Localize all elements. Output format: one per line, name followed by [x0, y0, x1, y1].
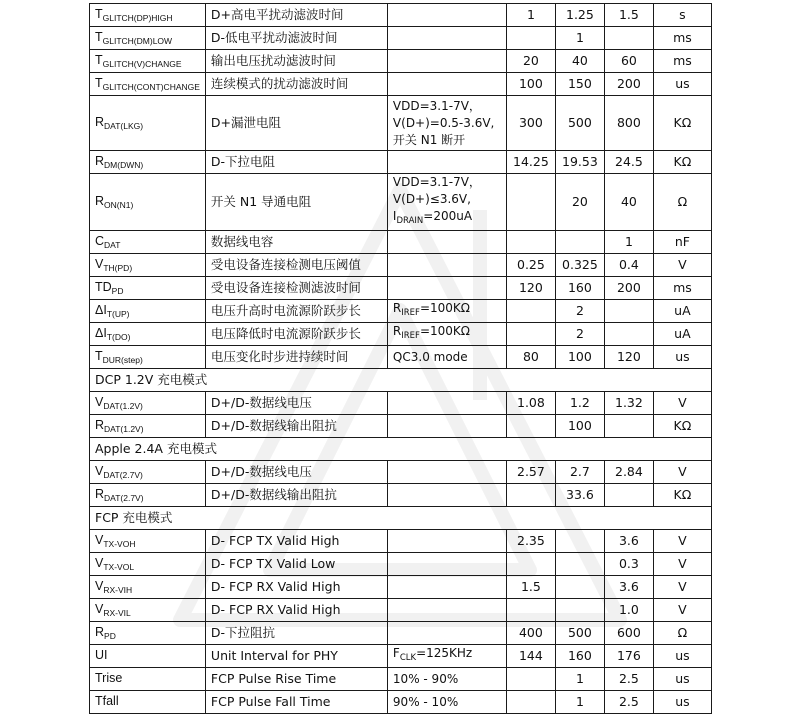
typ-value — [555, 530, 604, 553]
symbol-main: R — [95, 193, 105, 208]
max-value: 200 — [604, 73, 653, 96]
max-value: 2.5 — [604, 668, 653, 691]
test-conditions — [387, 668, 506, 691]
param-symbol — [90, 231, 206, 254]
typ-value: 40 — [555, 50, 604, 73]
max-value: 800 — [604, 96, 653, 151]
electrical-characteristics-table — [89, 3, 712, 714]
min-value: 144 — [506, 645, 555, 668]
min-value: 20 — [506, 50, 555, 73]
table-row — [90, 691, 712, 714]
test-conditions — [387, 484, 506, 507]
condition-text: 90% - 10% — [392, 694, 459, 709]
condition-text: =100KΩ — [419, 301, 470, 315]
condition-subscript: IREF — [401, 308, 420, 318]
param-symbol — [90, 346, 206, 369]
symbol-subscript: DAT(1.2V) — [104, 423, 144, 434]
max-value: 3.6 — [604, 576, 653, 599]
typ-value: 33.6 — [555, 484, 604, 507]
condition-text: =125KHz — [416, 646, 473, 660]
condition-line — [393, 174, 501, 191]
min-value: 2.35 — [506, 530, 555, 553]
unit: KΩ — [653, 484, 711, 507]
min-value — [506, 323, 555, 346]
table-row — [90, 622, 712, 645]
symbol-subscript: GLITCH(DM)LOW — [102, 35, 173, 46]
typ-value: 150 — [555, 73, 604, 96]
symbol-main: V — [95, 532, 104, 547]
param-description: D- FCP TX Valid High — [205, 530, 387, 553]
symbol-subscript: TX-VOH — [103, 538, 136, 549]
typ-value: 0.325 — [555, 254, 604, 277]
table-row — [90, 484, 712, 507]
condition-text: V(D+)=0.5-3.6V, — [392, 115, 495, 130]
section-title: FCP 充电模式 — [90, 507, 712, 530]
param-symbol — [90, 73, 206, 96]
test-conditions — [387, 231, 506, 254]
condition-text: QC3.0 mode — [392, 349, 468, 364]
symbol-subscript: RX-VIH — [103, 584, 133, 595]
param-symbol — [90, 174, 206, 231]
min-value: 2.57 — [506, 461, 555, 484]
min-value: 14.25 — [506, 151, 555, 174]
section-title: Apple 2.4A 充电模式 — [90, 438, 712, 461]
typ-value: 20 — [555, 174, 604, 231]
typ-value: 2 — [555, 323, 604, 346]
min-value — [506, 668, 555, 691]
unit: KΩ — [653, 151, 711, 174]
typ-value: 1 — [555, 668, 604, 691]
min-value: 1 — [506, 4, 555, 27]
typ-value: 100 — [555, 346, 604, 369]
param-description: D-低电平扰动滤波时间 — [205, 27, 387, 50]
symbol-main: T — [95, 6, 103, 21]
param-symbol — [90, 530, 206, 553]
param-symbol — [90, 415, 206, 438]
max-value: 2.5 — [604, 691, 653, 714]
condition-line — [393, 323, 501, 345]
table-row — [90, 174, 712, 231]
condition-symbol: F — [392, 646, 400, 660]
symbol-subscript: DAT(LKG) — [104, 120, 144, 131]
min-value — [506, 300, 555, 323]
condition-text: 开关 N1 断开 — [392, 132, 466, 147]
symbol-subscript: DAT — [104, 239, 121, 250]
table-row — [90, 151, 712, 174]
section-header-row — [90, 507, 712, 530]
table-row — [90, 254, 712, 277]
param-description: Unit Interval for PHY — [205, 645, 387, 668]
param-description: D+漏泄电阻 — [205, 96, 387, 151]
table-row — [90, 599, 712, 622]
max-value: 0.3 — [604, 553, 653, 576]
test-conditions — [387, 73, 506, 96]
min-value — [506, 599, 555, 622]
table-row — [90, 415, 712, 438]
max-value — [604, 484, 653, 507]
section-header-row — [90, 438, 712, 461]
symbol-subscript: T(DO) — [106, 331, 131, 342]
table-row — [90, 576, 712, 599]
symbol-main: ΔI — [95, 325, 107, 340]
test-conditions — [387, 461, 506, 484]
param-description: 输出电压扰动滤波时间 — [205, 50, 387, 73]
table-row — [90, 96, 712, 151]
test-conditions — [387, 392, 506, 415]
symbol-subscript: ON(N1) — [104, 199, 134, 210]
typ-value — [555, 576, 604, 599]
param-symbol — [90, 96, 206, 151]
condition-symbol: I — [392, 209, 397, 223]
typ-value: 2 — [555, 300, 604, 323]
max-value — [604, 323, 653, 346]
condition-line — [393, 671, 501, 688]
param-symbol — [90, 645, 206, 668]
unit: Ω — [653, 622, 711, 645]
min-value: 0.25 — [506, 254, 555, 277]
unit: us — [653, 73, 711, 96]
condition-symbol: R — [392, 324, 402, 338]
unit: ms — [653, 27, 711, 50]
max-value: 1 — [604, 231, 653, 254]
condition-text: VDD=3.1-7V， — [392, 175, 481, 189]
param-description: D+/D-数据线输出阻抗 — [205, 415, 387, 438]
unit: us — [653, 691, 711, 714]
unit: V — [653, 461, 711, 484]
test-conditions — [387, 415, 506, 438]
min-value — [506, 691, 555, 714]
param-symbol — [90, 277, 206, 300]
typ-value: 1 — [555, 27, 604, 50]
symbol-main: T — [95, 348, 103, 363]
typ-value: 500 — [555, 96, 604, 151]
symbol-subscript: DUR(step) — [102, 354, 143, 365]
symbol-main: Tfall — [95, 693, 119, 708]
param-symbol — [90, 553, 206, 576]
test-conditions — [387, 530, 506, 553]
table-row — [90, 4, 712, 27]
param-symbol — [90, 691, 206, 714]
test-conditions — [387, 645, 506, 668]
max-value: 40 — [604, 174, 653, 231]
symbol-subscript: GLITCH(CONT)CHANGE — [102, 81, 200, 92]
condition-line — [393, 98, 501, 115]
test-conditions — [387, 622, 506, 645]
typ-value: 100 — [555, 415, 604, 438]
symbol-subscript: PD — [111, 285, 124, 296]
max-value — [604, 300, 653, 323]
min-value — [506, 174, 555, 231]
test-conditions — [387, 174, 506, 231]
param-symbol — [90, 484, 206, 507]
condition-line — [393, 208, 501, 230]
min-value: 300 — [506, 96, 555, 151]
param-description: 受电设备连接检测电压阈值 — [205, 254, 387, 277]
symbol-main: V — [95, 555, 104, 570]
condition-line — [393, 132, 501, 149]
param-symbol — [90, 323, 206, 346]
table-row — [90, 461, 712, 484]
unit: ms — [653, 50, 711, 73]
condition-line — [393, 300, 501, 322]
table-row — [90, 346, 712, 369]
condition-subscript: CLK — [399, 653, 417, 663]
min-value — [506, 231, 555, 254]
symbol-main: ΔI — [95, 302, 107, 317]
symbol-main: Trise — [95, 670, 123, 685]
typ-value: 1 — [555, 691, 604, 714]
condition-subscript: IREF — [401, 331, 420, 341]
symbol-main: C — [95, 233, 105, 248]
unit: nF — [653, 231, 711, 254]
table-row — [90, 553, 712, 576]
condition-text: 10% - 90% — [392, 671, 459, 686]
symbol-main: T — [95, 75, 103, 90]
min-value — [506, 415, 555, 438]
param-symbol — [90, 50, 206, 73]
test-conditions — [387, 691, 506, 714]
symbol-subscript: DAT(2.7V) — [104, 492, 144, 503]
condition-text: =100KΩ — [419, 324, 470, 338]
symbol-subscript: TX-VOL — [103, 561, 135, 572]
test-conditions — [387, 576, 506, 599]
max-value: 2.84 — [604, 461, 653, 484]
min-value — [506, 553, 555, 576]
table-row — [90, 668, 712, 691]
min-value: 120 — [506, 277, 555, 300]
symbol-main: UI — [95, 647, 108, 662]
unit: V — [653, 392, 711, 415]
symbol-main: V — [95, 394, 104, 409]
max-value: 120 — [604, 346, 653, 369]
max-value: 1.32 — [604, 392, 653, 415]
param-description: 受电设备连接检测滤波时间 — [205, 277, 387, 300]
table-row — [90, 73, 712, 96]
max-value — [604, 27, 653, 50]
param-symbol — [90, 668, 206, 691]
table-row — [90, 530, 712, 553]
typ-value: 500 — [555, 622, 604, 645]
param-symbol — [90, 27, 206, 50]
typ-value: 1.25 — [555, 4, 604, 27]
symbol-main: R — [95, 417, 105, 432]
table-row — [90, 231, 712, 254]
param-symbol — [90, 622, 206, 645]
symbol-subscript: TH(PD) — [103, 262, 133, 273]
param-description: FCP Pulse Rise Time — [205, 668, 387, 691]
max-value: 176 — [604, 645, 653, 668]
param-description: D+/D-数据线电压 — [205, 461, 387, 484]
table-row — [90, 50, 712, 73]
min-value: 400 — [506, 622, 555, 645]
test-conditions — [387, 96, 506, 151]
symbol-main: V — [95, 601, 104, 616]
unit: KΩ — [653, 415, 711, 438]
unit: us — [653, 668, 711, 691]
unit: V — [653, 530, 711, 553]
test-conditions — [387, 27, 506, 50]
param-description: 数据线电容 — [205, 231, 387, 254]
min-value — [506, 27, 555, 50]
max-value: 3.6 — [604, 530, 653, 553]
max-value: 60 — [604, 50, 653, 73]
condition-line — [393, 645, 501, 667]
symbol-main: TD — [95, 279, 112, 294]
param-symbol — [90, 461, 206, 484]
param-symbol — [90, 576, 206, 599]
typ-value: 1.2 — [555, 392, 604, 415]
unit: uA — [653, 300, 711, 323]
condition-text: V(D+)≤3.6V, — [392, 192, 471, 206]
condition-text: VDD=3.1-7V， — [392, 98, 481, 113]
symbol-subscript: DAT(2.7V) — [103, 469, 143, 480]
min-value: 1.5 — [506, 576, 555, 599]
test-conditions — [387, 151, 506, 174]
param-symbol — [90, 300, 206, 323]
symbol-subscript: DAT(1.2V) — [103, 400, 143, 411]
symbol-subscript: GLITCH(DP)HIGH — [102, 12, 173, 23]
max-value: 1.5 — [604, 4, 653, 27]
symbol-subscript: DM(DWN) — [104, 159, 144, 170]
symbol-main: R — [95, 114, 105, 129]
typ-value: 160 — [555, 277, 604, 300]
max-value — [604, 415, 653, 438]
unit: V — [653, 254, 711, 277]
symbol-main: V — [95, 256, 104, 271]
symbol-main: T — [95, 29, 103, 44]
unit: V — [653, 553, 711, 576]
test-conditions — [387, 346, 506, 369]
test-conditions — [387, 553, 506, 576]
param-description: D-下拉阻抗 — [205, 622, 387, 645]
condition-line — [393, 349, 501, 366]
unit: Ω — [653, 174, 711, 231]
param-description: 电压升高时电流源阶跃步长 — [205, 300, 387, 323]
section-title: DCP 1.2V 充电模式 — [90, 369, 712, 392]
max-value: 1.0 — [604, 599, 653, 622]
table-row — [90, 300, 712, 323]
param-description: D+/D-数据线输出阻抗 — [205, 484, 387, 507]
symbol-main: V — [95, 463, 104, 478]
param-description: 电压降低时电流源阶跃步长 — [205, 323, 387, 346]
param-symbol — [90, 392, 206, 415]
typ-value: 19.53 — [555, 151, 604, 174]
param-description: D-下拉电阻 — [205, 151, 387, 174]
symbol-main: R — [95, 486, 105, 501]
test-conditions — [387, 4, 506, 27]
typ-value: 2.7 — [555, 461, 604, 484]
test-conditions — [387, 50, 506, 73]
condition-line — [393, 115, 501, 132]
test-conditions — [387, 323, 506, 346]
symbol-main: V — [95, 578, 104, 593]
symbol-main: R — [95, 624, 105, 639]
param-symbol — [90, 4, 206, 27]
max-value: 600 — [604, 622, 653, 645]
condition-text: =200uA — [423, 209, 473, 223]
param-description: 电压变化时步进持续时间 — [205, 346, 387, 369]
min-value — [506, 484, 555, 507]
param-description: 连续模式的扰动滤波时间 — [205, 73, 387, 96]
test-conditions — [387, 277, 506, 300]
param-symbol — [90, 151, 206, 174]
unit: KΩ — [653, 96, 711, 151]
symbol-subscript: GLITCH(V)CHANGE — [102, 58, 182, 69]
test-conditions — [387, 300, 506, 323]
section-header-row — [90, 369, 712, 392]
test-conditions — [387, 599, 506, 622]
param-description: D- FCP TX Valid Low — [205, 553, 387, 576]
unit: V — [653, 576, 711, 599]
param-symbol — [90, 254, 206, 277]
param-description: D+高电平扰动滤波时间 — [205, 4, 387, 27]
max-value: 24.5 — [604, 151, 653, 174]
symbol-subscript: PD — [104, 630, 116, 641]
max-value: 200 — [604, 277, 653, 300]
symbol-subscript: T(UP) — [106, 308, 130, 319]
min-value: 100 — [506, 73, 555, 96]
table-row — [90, 323, 712, 346]
param-description: D+/D-数据线电压 — [205, 392, 387, 415]
table-row — [90, 27, 712, 50]
unit: uA — [653, 323, 711, 346]
typ-value — [555, 231, 604, 254]
table-row — [90, 277, 712, 300]
table-row — [90, 392, 712, 415]
min-value: 80 — [506, 346, 555, 369]
condition-subscript: DRAIN — [396, 216, 424, 226]
typ-value: 160 — [555, 645, 604, 668]
param-symbol — [90, 599, 206, 622]
test-conditions — [387, 254, 506, 277]
typ-value — [555, 553, 604, 576]
symbol-main: R — [95, 153, 105, 168]
param-description: D- FCP RX Valid High — [205, 576, 387, 599]
condition-line — [393, 191, 501, 208]
param-description: D- FCP RX Valid High — [205, 599, 387, 622]
condition-symbol: R — [392, 301, 402, 315]
unit: us — [653, 645, 711, 668]
max-value: 0.4 — [604, 254, 653, 277]
unit: V — [653, 599, 711, 622]
symbol-subscript: RX-VIL — [103, 607, 131, 618]
param-description: FCP Pulse Fall Time — [205, 691, 387, 714]
param-description: 开关 N1 导通电阻 — [205, 174, 387, 231]
condition-line — [393, 694, 501, 711]
min-value: 1.08 — [506, 392, 555, 415]
unit: s — [653, 4, 711, 27]
symbol-main: T — [95, 52, 103, 67]
unit: us — [653, 346, 711, 369]
table-row — [90, 645, 712, 668]
typ-value — [555, 599, 604, 622]
unit: ms — [653, 277, 711, 300]
